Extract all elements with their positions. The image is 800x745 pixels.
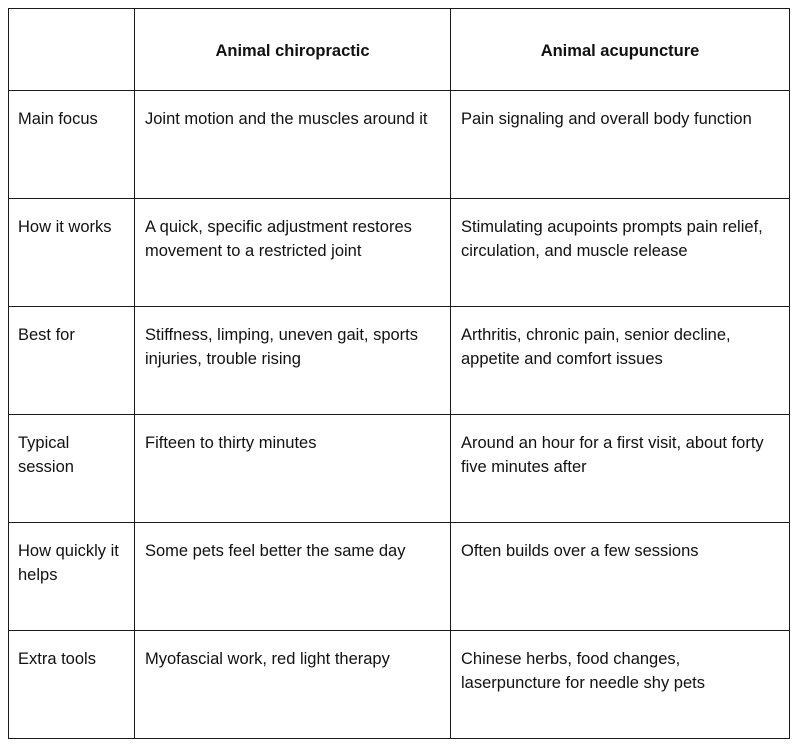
table-row: [9, 631, 790, 739]
chiropractic-cell: [135, 631, 451, 739]
comparison-table: [8, 8, 790, 739]
acupuncture-cell: [451, 415, 790, 523]
row-label: Extra tools: [18, 650, 96, 668]
acupuncture-text: Around an hour for a first visit, about forty five minutes after: [461, 434, 764, 476]
table-row: [9, 199, 790, 307]
row-label-cell: [9, 631, 135, 739]
row-label: How it works: [18, 218, 112, 236]
chiropractic-text: Some pets feel better the same day: [145, 542, 406, 560]
row-label-cell: [9, 523, 135, 631]
row-label-cell: [9, 307, 135, 415]
row-label: How quickly it helps: [18, 542, 119, 584]
acupuncture-cell: [451, 523, 790, 631]
row-label: Typical session: [18, 434, 74, 476]
acupuncture-text: Chinese herbs, food changes, laserpuncture for needle shy pets: [461, 650, 705, 692]
table-row: [9, 523, 790, 631]
header-acupuncture-cell: [451, 9, 790, 91]
chiropractic-text: Stiffness, limping, uneven gait, sports injuries, trouble rising: [145, 326, 419, 368]
table-header-row: [9, 9, 790, 91]
row-label: Best for: [18, 326, 75, 344]
header-acupuncture-label: Animal acupuncture: [540, 42, 700, 60]
acupuncture-cell: [451, 91, 790, 199]
chiropractic-cell: [135, 91, 451, 199]
row-label-cell: [9, 91, 135, 199]
chiropractic-text: Joint motion and the muscles around it: [145, 110, 428, 128]
table-row: [9, 91, 790, 199]
chiropractic-text: Fifteen to thirty minutes: [145, 434, 317, 452]
table-row: [9, 307, 790, 415]
table-row: [9, 415, 790, 523]
header-chiropractic-cell: [135, 9, 451, 91]
row-label-cell: [9, 199, 135, 307]
header-corner-cell: [9, 9, 135, 91]
acupuncture-text: Pain signaling and overall body function: [461, 110, 752, 128]
chiropractic-text: A quick, specific adjustment restores movement to a restricted joint: [145, 218, 412, 260]
acupuncture-text: Stimulating acupoints prompts pain relief, circulation, and muscle release: [461, 218, 763, 260]
acupuncture-text: Arthritis, chronic pain, senior decline, appetite and comfort issues: [461, 326, 731, 368]
row-label: Main focus: [18, 110, 98, 128]
acupuncture-cell: [451, 307, 790, 415]
chiropractic-cell: [135, 523, 451, 631]
row-label-cell: [9, 415, 135, 523]
header-chiropractic-label: Animal chiropractic: [215, 42, 370, 60]
chiropractic-text: Myofascial work, red light therapy: [145, 650, 390, 668]
acupuncture-cell: [451, 631, 790, 739]
chiropractic-cell: [135, 415, 451, 523]
acupuncture-cell: [451, 199, 790, 307]
chiropractic-cell: [135, 307, 451, 415]
chiropractic-cell: [135, 199, 451, 307]
acupuncture-text: Often builds over a few sessions: [461, 542, 699, 560]
